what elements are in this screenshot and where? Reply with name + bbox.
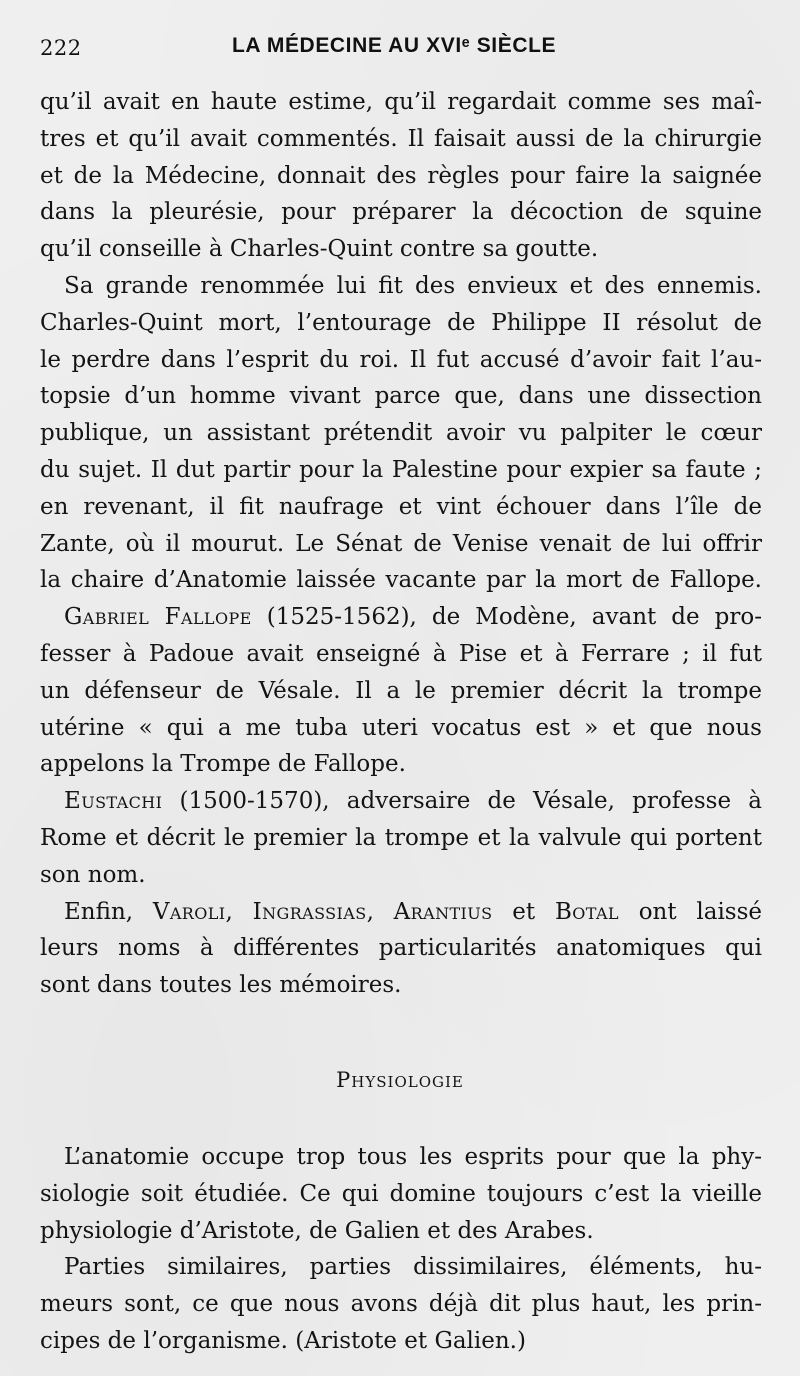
text-line-eustachi <box>40 783 762 820</box>
person-name-eustachi: Eustachi <box>64 788 163 815</box>
text-line: Rome et décrit le premier la trompe et la valvule qui portent <box>40 824 762 851</box>
text-line: Zante, où il mourut. Le Sénat de Venise venait de lui offrir <box>40 530 762 557</box>
text-fragment: Enfin, <box>64 898 153 925</box>
text-fragment: (1500-1570), adversaire de Vésale, professe à <box>162 788 762 815</box>
text-line: Charles-Quint mort, l’entourage de Philippe II résolut de <box>40 309 762 336</box>
running-title: LA MÉDECINE AU XVIᵉ SIÈCLE <box>232 34 557 57</box>
person-name-botal: Botal <box>554 898 619 925</box>
text-line: la chaire d’Anatomie laissée vacante par la mort de Fallope. <box>40 567 762 594</box>
page-header <box>40 30 760 66</box>
text-line: topsie d’un homme vivant parce que, dans une dissection <box>40 383 762 410</box>
text-line: tres et qu’il avait commentés. Il faisait aussi de la chirurgie <box>40 125 762 152</box>
text-line: sont dans toutes les mémoires. <box>40 972 402 999</box>
text-line: Sa grande renommée lui fit des envieux et des ennemis. <box>64 272 762 299</box>
text-line: cipes de l’organisme. (Aristote et Galien.) <box>40 1327 526 1354</box>
text-fragment: et <box>492 898 555 925</box>
text-block-anatomy <box>40 84 762 1004</box>
text-line: L’anatomie occupe trop tous les esprits pour que la phy- <box>64 1144 762 1170</box>
text-fragment: ont laissé <box>618 898 763 925</box>
text-line: et de la Médecine, donnait des règles pour faire la saignée <box>40 162 762 189</box>
text-line: le perdre dans l’esprit du roi. Il fut accusé d’avoir fait l’au- <box>40 346 762 373</box>
person-name-arantius: Arantius <box>393 898 493 925</box>
text-line: fesser à Padoue avait enseigné à Pise et à Ferrare ; il fut <box>40 640 762 667</box>
text-fragment: (1525-1562), de Modène, avant de pro- <box>251 604 762 631</box>
text-fragment: , <box>366 898 394 925</box>
section-heading: Physiologie <box>336 1068 464 1092</box>
text-line: un défenseur de Vésale. Il a le premier décrit la trompe <box>40 677 762 704</box>
text-line: du sujet. Il dut partir pour la Palestine pour expier sa faute ; <box>40 456 762 483</box>
text-line: publique, un assistant prétendit avoir vu palpiter le cœur <box>40 420 762 447</box>
text-line: utérine « qui a me tuba uteri vocatus est » et que nous <box>40 714 762 741</box>
text-line: Parties similaires, parties dissimilaires, éléments, hu- <box>64 1254 762 1281</box>
text-line: meurs sont, ce que nous avons déjà dit plus haut, les prin- <box>40 1291 762 1318</box>
text-line: en revenant, il fit naufrage et vint échouer dans l’île de <box>40 493 762 520</box>
text-line: appelons la Trompe de Fallope. <box>40 751 406 778</box>
text-line: dans la pleurésie, pour préparer la décoction de squine <box>40 199 762 226</box>
text-line: siologie soit étudiée. Ce qui domine toujours c’est la vieille <box>40 1180 762 1207</box>
text-line: son nom. <box>40 861 146 888</box>
text-line-fallope <box>40 599 762 636</box>
text-line: physiologie d’Aristote, de Galien et des Arabes. <box>40 1217 594 1244</box>
text-line: qu’il conseille à Charles-Quint contre sa goutte. <box>40 236 599 263</box>
person-name-fallope: Gabriel Fallope <box>64 604 252 631</box>
person-name-varoli: Varoli <box>152 898 226 925</box>
text-line: leurs noms à différentes particularités anatomiques qui <box>40 935 762 962</box>
text-line-enfin <box>40 894 762 931</box>
text-fragment: , <box>225 898 253 925</box>
page-number: 222 <box>40 36 82 60</box>
person-name-ingrassias: Ingrassias <box>252 898 367 925</box>
text-line: qu’il avait en haute estime, qu’il regardait comme ses maî- <box>40 89 762 115</box>
text-block-physiology <box>40 1139 762 1360</box>
